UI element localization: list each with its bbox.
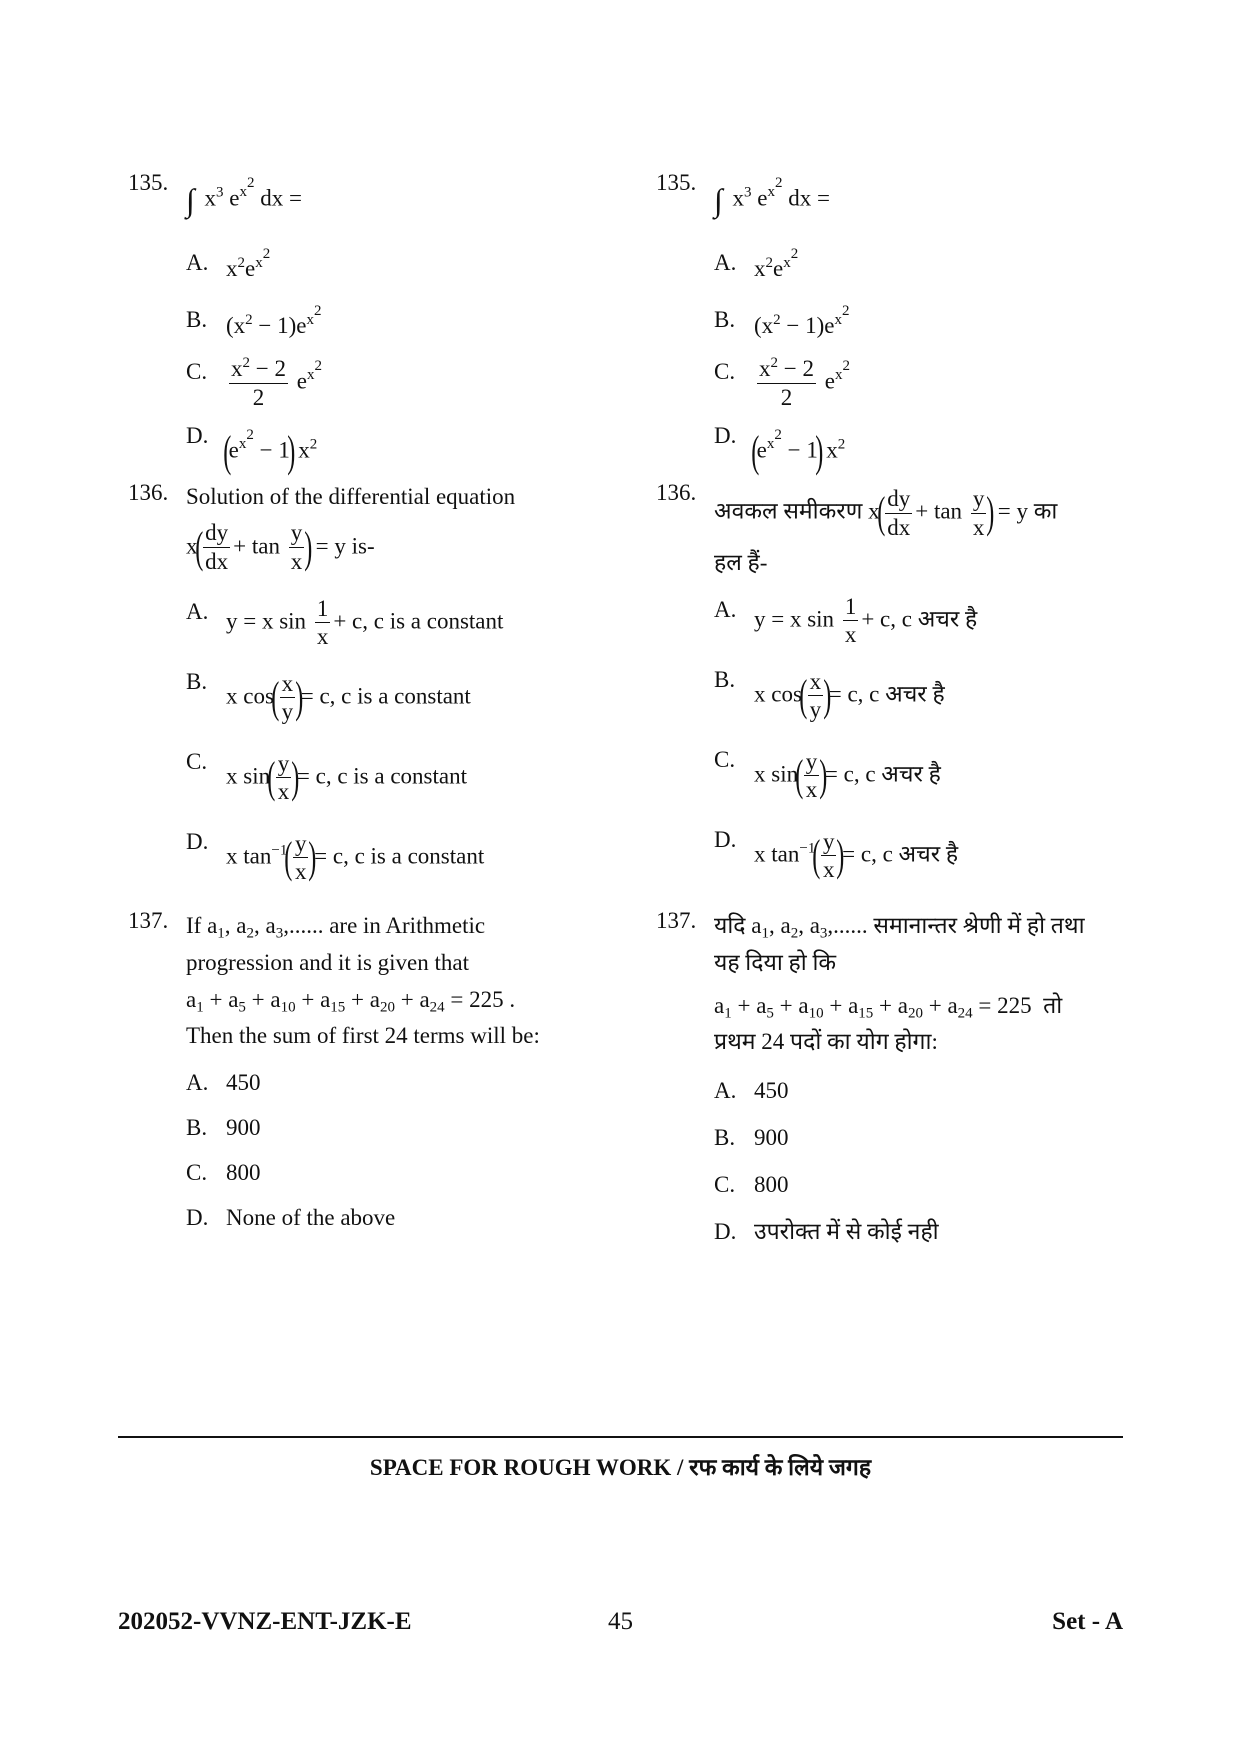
question-stem: Solution of the differential equation xyxy=(186,484,516,509)
option-b[interactable]: B. $(x^2 - 1)e^{x^2}$ xyxy=(186,302,322,338)
equation: $a_1 + a_5 + a_{10} + a_{15} + a_{20} + a_{24} = 225$ तो xyxy=(714,992,1063,1022)
option-b[interactable]: B. 900 xyxy=(186,1114,261,1140)
question-number: 135. xyxy=(128,170,169,195)
english-column xyxy=(128,170,598,1236)
option-b[interactable]: B. $(x^2 - 1)e^{x^2}$ xyxy=(714,302,850,338)
option-d[interactable]: D. None of the above xyxy=(186,1204,396,1230)
option-c[interactable]: C. 800 xyxy=(714,1171,789,1197)
question-stem: ∫ $x^3$ $e^{x^2}$ dx = xyxy=(714,175,830,218)
set-label: Set - A xyxy=(1052,1608,1123,1635)
question-stem-line1: यदि $a_1$, $a_2$, $a_3$,...... समानान्तर श्रेणी में हो तथा xyxy=(714,913,1085,942)
question-number: 137. xyxy=(128,908,169,933)
option-d[interactable]: D. x $\tan^{-1}$( $\frac{y}{x}$ )= c, c is a constant xyxy=(186,828,485,885)
option-b[interactable]: B. x cos( $\frac{x}{y}$ )= c, c is a constant xyxy=(186,668,471,725)
rough-work-divider xyxy=(118,1436,1123,1438)
question-stem: अवकल समीकरण x( $\frac{dy}{dx}$ + tan $\frac{y}{x}$ ) = y का xyxy=(714,485,1058,540)
option-a[interactable]: A. 450 xyxy=(714,1078,789,1104)
question-stem-line4: Then the sum of first 24 terms will be: xyxy=(186,1023,540,1049)
option-d[interactable]: D. उपरोक्त में से कोई नही xyxy=(714,1218,939,1244)
option-b[interactable]: B. 900 xyxy=(714,1124,789,1150)
option-a[interactable]: A. 450 xyxy=(186,1070,261,1096)
page-number: 45 xyxy=(608,1608,633,1635)
question-number: 136. xyxy=(656,480,697,505)
option-a[interactable]: A. y = x sin $\frac{1}{x}$ + c, c अचर है xyxy=(714,593,978,648)
option-c[interactable]: C. x sin( $\frac{y}{x}$ )= c, c is a constant xyxy=(186,748,467,805)
option-c[interactable]: C. x sin( $\frac{y}{x}$ )= c, c अचर है xyxy=(714,746,941,803)
question-stem-line1: If $a_1$, $a_2$, $a_3$,...... are in Arithmetic xyxy=(186,913,486,942)
hindi-column xyxy=(656,170,1126,1250)
question-136 xyxy=(656,480,1126,908)
paper-code: 202052-VVNZ-ENT-JZK-E xyxy=(118,1608,412,1635)
equation: $a_1 + a_5 + a_{10} + a_{15} + a_{20} + a_{24} = 225$ . xyxy=(186,986,516,1016)
question-number: 137. xyxy=(656,908,697,933)
equation: x( $\frac{dy}{dx}$ + tan $\frac{y}{x}$ ) = y is- xyxy=(186,520,375,574)
option-d[interactable]: D. $(e^{x^2} - 1)$ $x^2$ xyxy=(714,423,846,477)
question-stem-line2: progression and it is given that xyxy=(186,949,469,975)
option-d[interactable]: D. x $\tan^{-1}$( $\frac{y}{x}$ )= c, c अचर है xyxy=(714,826,959,883)
question-number: 136. xyxy=(128,480,169,505)
option-c[interactable]: C. $\frac{x^2 - 2}{2}$ $e^{x^2}$ xyxy=(186,355,322,410)
question-136 xyxy=(128,480,598,908)
option-b[interactable]: B. x cos( $\frac{x}{y}$ )= c, c अचर है xyxy=(714,666,945,723)
question-number: 135. xyxy=(656,170,697,195)
question-137 xyxy=(128,908,598,1236)
question-137 xyxy=(656,908,1126,1250)
option-c[interactable]: C. $\frac{x^2 - 2}{2}$ $e^{x^2}$ xyxy=(714,355,850,410)
question-stem-line2: हल हैं- xyxy=(714,550,768,575)
option-d[interactable]: D. $(e^{x^2} - 1)$ $x^2$ xyxy=(186,423,318,477)
option-c[interactable]: C. 800 xyxy=(186,1159,261,1185)
question-stem-line2: यह दिया हो कि xyxy=(714,949,837,975)
rough-work-heading: SPACE FOR ROUGH WORK / रफ कार्य के लिये जगह xyxy=(369,1455,872,1480)
option-a[interactable]: A. $x^2e^{x^2}$ xyxy=(714,246,799,281)
option-a[interactable]: A. $x^2e^{x^2}$ xyxy=(186,246,271,281)
question-stem-line4: प्रथम 24 पदों का योग होगा: xyxy=(714,1029,938,1055)
question-135 xyxy=(128,170,598,480)
question-stem: ∫ $x^3$ $e^{x^2}$ dx = xyxy=(186,175,302,218)
option-a[interactable]: A. y = x sin $\frac{1}{x}$ + c, c is a constant xyxy=(186,595,504,650)
question-135 xyxy=(656,170,1126,480)
